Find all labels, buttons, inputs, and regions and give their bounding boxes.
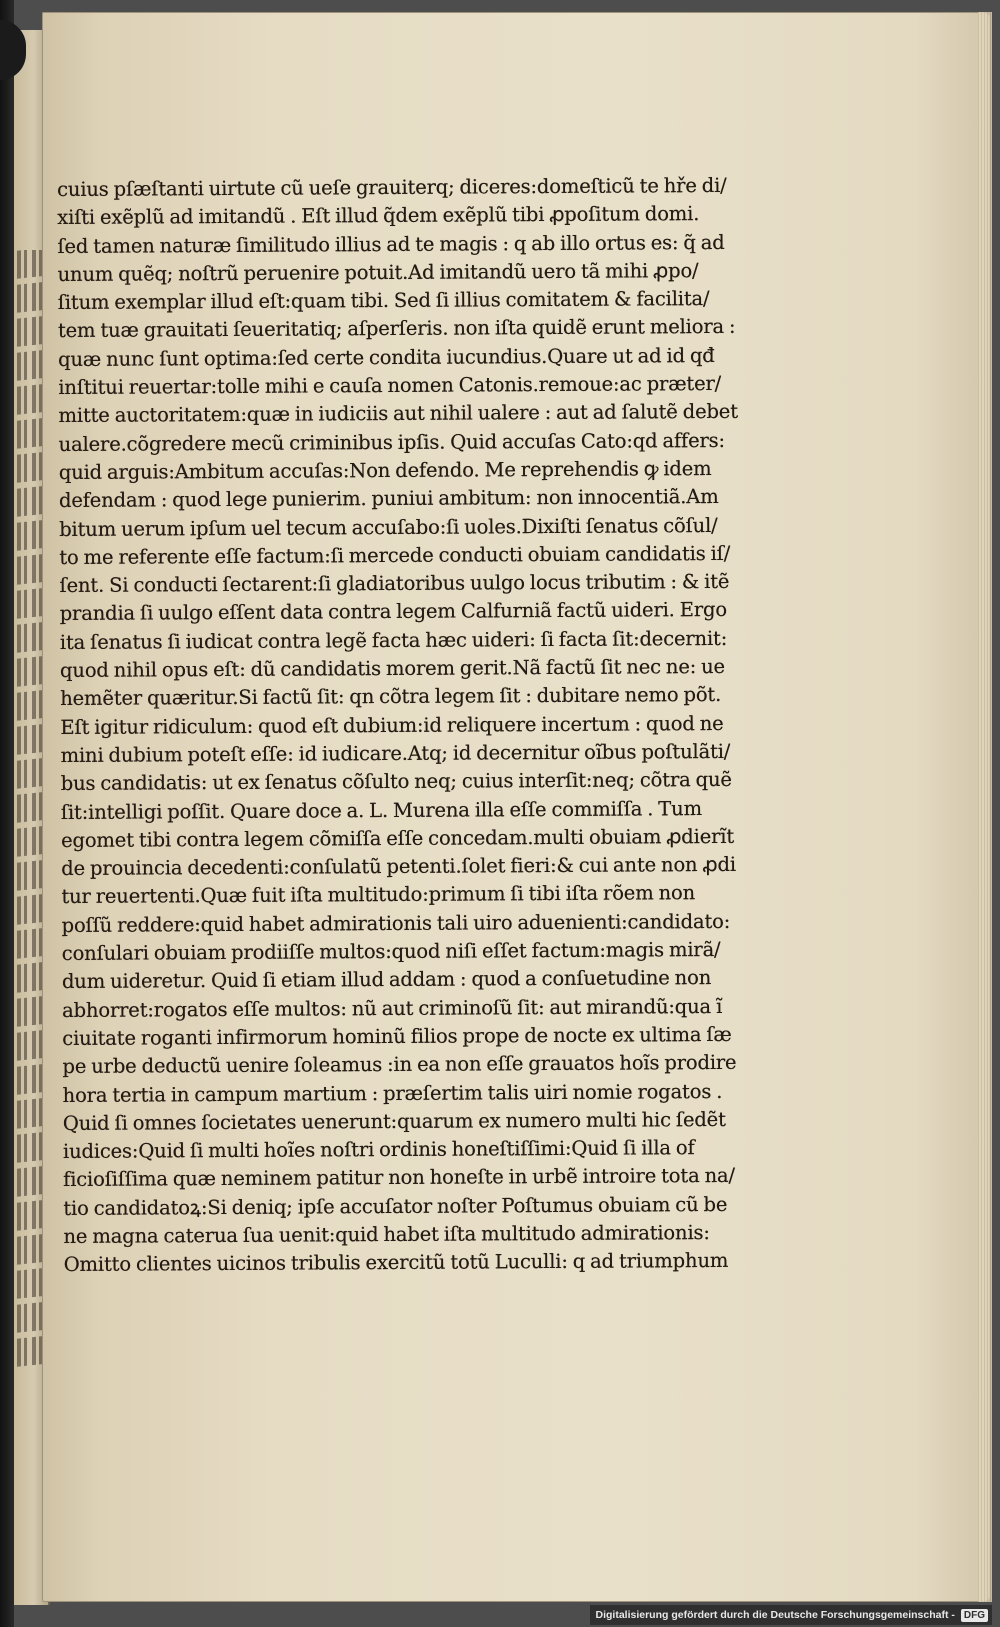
text-line: conſulari obuiam prodiiſſe multos:quod niſi eſſet factum:magis mirã/ [61,937,721,966]
text-line: inſtitui reuertar:tolle mihi e cauſa nomen Catonis.remoue:ac præter/ [58,372,722,400]
text-line: hemẽter quæritur.Si factũ ſit: qn cõtra legem ſit : dubitare nemo põt. [60,683,722,711]
text-line: to me referente eſſe factum:ſi mercede conducti obuiam candidatis iſ/ [59,541,731,569]
text-line: prandia ſi uulgo eſſent data contra legem Calfurniã factũ uideri. Ergo [59,598,727,626]
text-line: ſed tamen naturæ ſimilitudo illius ad te magis : q ab illo ortus es: q̃ ad [57,230,725,258]
text-line: xiſti exẽplũ ad imitandũ . Eſt illud q̃dem exẽplũ tibi ꝓpoſitum domi. [57,202,700,230]
text-line: cuius pſæſtanti uirtute cũ ueſe grauiterq; diceres:domeſticũ te hře di/ [57,173,727,201]
digitization-credit-bar [590,1605,993,1625]
text-line: abhorret:rogatos eſſe multos: nũ aut criminoſũ ſit: aut mirandũ:qua ĩ [62,994,723,1022]
text-line: quæ nunc ſunt optima:ſed certe condita iucundius.Quare ut ad id qđ [58,343,715,371]
text-line: ficioſiſſima quæ neminem patitur non honeſte in urbẽ introire tota na/ [63,1164,735,1192]
text-line: mini dubium poteſt eſſe: id iudicare.Atq; id decernitur oĩbus poſtulãti/ [60,739,731,767]
text-line: ſitum exemplar illud eſt:quam tibi. Sed ſi illius comitatem & facilita/ [57,287,710,315]
text-line: tur reuertenti.Quæ fuit iſta multitudo:primum ſi tibi iſta rõem non [61,881,696,909]
text-line: pe urbe deductũ uenire ſoleamus :in ea non eſſe grauatos hoĩs prodire [62,1051,737,1079]
text-line: dum uideretur. Quid ſi etiam illud addam : quod a conſuetudine non [61,966,712,994]
text-line: hora tertia in campum martium : præſertim talis uiri nomie rogatos . [62,1079,723,1107]
text-line: ſent. Si conducti ſectarent:ſi gladiatoribus uulgo locus tributim : & itẽ [59,570,730,598]
text-line: ita ſenatus ſi iudicat contra legẽ facta hæc uideri: ſi facta ſit:decernit: [59,626,728,654]
text-line: quod nihil opus eſt: dũ candidatis morem gerit.Nã factũ ſit nec ne: ue [59,654,726,683]
page-fore-edge [978,12,992,1602]
text-line: ciuitate roganti infirmorum hominũ filios prope de nocte ex ultima ſæ [62,1022,732,1050]
text-line: bus candidatis: ut ex ſenatus cõſulto neq; cuius interſit:neq; cõtra quẽ [60,768,732,796]
text-line: quid arguis:Ambitum accuſas:Non defendo. Me reprehendis ꝙ idem [58,456,712,484]
text-line: ne magna caterua ſua uenit:quid habet iſta multitudo admirationis: [63,1221,710,1248]
text-line: egomet tibi contra legem cõmiſſa eſſe concedam.multi obuiam ꝓdierĩt [60,824,735,852]
text-line: unum quẽq; noſtrũ peruenire potuit.Ad imitandũ uero tã mihi ꝓpo/ [57,258,699,286]
text-line: poſſũ reddere:quid habet admirationis tali uiro aduenienti:candidato: [61,909,731,937]
text-line: ualere.cõgredere mecũ criminibus ipſis. Quid accuſas Cato:qd affers: [58,428,725,456]
digitization-credit: Digitalisierung gefördert durch die Deutsche Forschungsgemeinschaft - [595,1609,955,1621]
text-line: mitte auctoritatem:quæ in iudiciis aut nihil ualere : aut ad ſalutẽ debet [58,400,738,428]
text-line: bitum uerum ipſum uel tecum accuſabo:ſi uoles.Dixiſti ſenatus cõſul/ [59,513,718,541]
book-binding-shadow [0,0,14,1627]
text-line: Eſt igitur ridiculum: quod eſt dubium:id reliquere incertum : quod ne [60,711,724,739]
text-line: Omitto clientes uicinos tribulis exercitũ totũ Luculli: q ad triumphum [63,1249,729,1277]
dfg-logo: DFG [961,1609,988,1622]
text-line: iudices:Quid ſi multi hoĩes noſtri ordinis honeſtiſſimi:Quid ſi illa of [62,1136,695,1164]
incunable-text-block [57,172,738,1280]
text-line: Quid ſi omnes ſocietates uenerunt:quarum ex numero multi hic ſedẽt [62,1107,726,1135]
text-line: tem tuæ grauitati ſeueritatiq; aſperſeris. non iſta quidẽ erunt meliora : [57,315,736,343]
text-line: tio candidatoꝝ:Si deniq; ipſe accuſator noſter Poſtumus obuiam cũ be [63,1192,728,1220]
text-line: ſit:intelligi poſſit. Quare doce a. L. Murena illa eſſe commiſſa . Tum [60,796,703,824]
text-line: defendam : quod lege punierim. puniui ambitum: non innocentiã.Am [58,485,719,513]
text-line: de prouincia decedenti:conſulatũ petenti.ſolet fieri:& cui ante non ꝓdi [61,852,736,881]
